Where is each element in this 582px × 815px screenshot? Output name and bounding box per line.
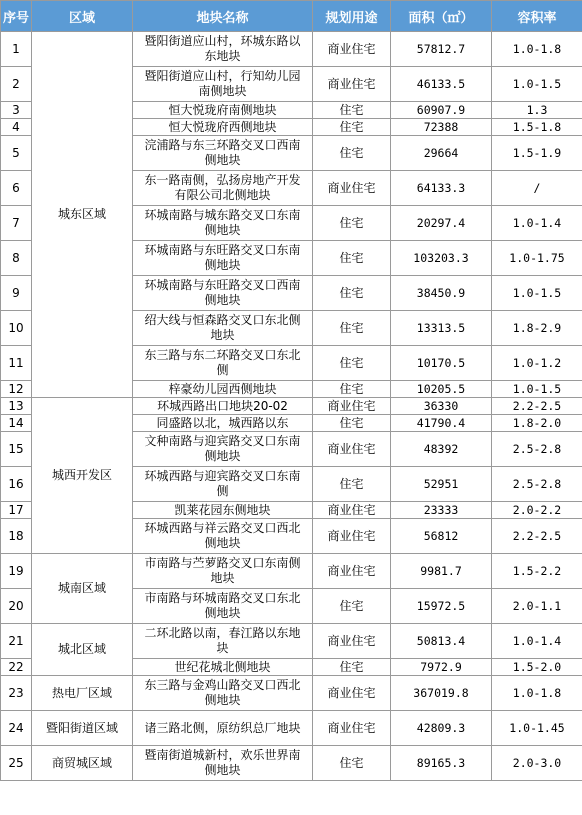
floor-area-ratio: / <box>492 171 582 206</box>
plot-name: 绍大线与恒森路交叉口东北侧地块 <box>133 311 313 346</box>
planned-use: 住宅 <box>313 659 391 676</box>
planned-use: 商业住宅 <box>313 67 391 102</box>
plot-size: 56812 <box>391 519 492 554</box>
plot-size: 20297.4 <box>391 206 492 241</box>
row-number: 15 <box>1 432 32 467</box>
table-row <box>1 676 582 711</box>
floor-area-ratio: 1.3 <box>492 102 582 119</box>
floor-area-ratio: 2.5-2.8 <box>492 432 582 467</box>
row-number: 9 <box>1 276 32 311</box>
floor-area-ratio: 1.0-1.8 <box>492 32 582 67</box>
plot-name: 环城南路与东旺路交叉口东南侧地块 <box>133 241 313 276</box>
row-number: 11 <box>1 346 32 381</box>
plot-size: 7972.9 <box>391 659 492 676</box>
header-row <box>1 1 582 32</box>
row-number: 21 <box>1 624 32 659</box>
row-number: 5 <box>1 136 32 171</box>
floor-area-ratio: 2.5-2.8 <box>492 467 582 502</box>
floor-area-ratio: 1.5-1.9 <box>492 136 582 171</box>
planned-use: 住宅 <box>313 206 391 241</box>
row-number: 7 <box>1 206 32 241</box>
plot-size: 29664 <box>391 136 492 171</box>
row-number: 22 <box>1 659 32 676</box>
plot-name: 市南路与苎萝路交叉口东南侧地块 <box>133 554 313 589</box>
planned-use: 住宅 <box>313 119 391 136</box>
table-row <box>1 746 582 781</box>
floor-area-ratio: 1.5-2.2 <box>492 554 582 589</box>
plot-name: 恒大悦珑府南侧地块 <box>133 102 313 119</box>
row-number: 23 <box>1 676 32 711</box>
row-number: 14 <box>1 415 32 432</box>
plot-size: 9981.7 <box>391 554 492 589</box>
table-row <box>1 554 582 589</box>
plot-name: 东三路与东二环路交叉口东北侧 <box>133 346 313 381</box>
planned-use: 住宅 <box>313 276 391 311</box>
planned-use: 住宅 <box>313 346 391 381</box>
plot-name: 诸三路北侧，原纺织总厂地块 <box>133 711 313 746</box>
floor-area-ratio: 1.0-1.75 <box>492 241 582 276</box>
row-number: 16 <box>1 467 32 502</box>
header-far: 容积率 <box>492 1 582 32</box>
plot-name: 环城西路与祥云路交叉口西北侧地块 <box>133 519 313 554</box>
planned-use: 商业住宅 <box>313 554 391 589</box>
floor-area-ratio: 1.0-1.8 <box>492 676 582 711</box>
row-number: 19 <box>1 554 32 589</box>
row-number: 12 <box>1 381 32 398</box>
table-row <box>1 398 582 415</box>
plot-name: 恒大悦珑府西侧地块 <box>133 119 313 136</box>
floor-area-ratio: 1.5-2.0 <box>492 659 582 676</box>
planned-use: 住宅 <box>313 136 391 171</box>
row-number: 6 <box>1 171 32 206</box>
plot-name: 浣浦路与东三环路交叉口西南侧地块 <box>133 136 313 171</box>
plot-size: 15972.5 <box>391 589 492 624</box>
row-number: 10 <box>1 311 32 346</box>
plot-name: 世纪花城北侧地块 <box>133 659 313 676</box>
plot-size: 52951 <box>391 467 492 502</box>
planned-use: 住宅 <box>313 415 391 432</box>
header-planned-use: 规划用途 <box>313 1 391 32</box>
floor-area-ratio: 1.0-1.4 <box>492 206 582 241</box>
plot-size: 38450.9 <box>391 276 492 311</box>
plot-name: 暨南街道城新村，欢乐世界南侧地块 <box>133 746 313 781</box>
planned-use: 住宅 <box>313 589 391 624</box>
row-number: 2 <box>1 67 32 102</box>
area-cell: 城北区域 <box>32 624 133 676</box>
plot-name: 市南路与环城南路交叉口东北侧地块 <box>133 589 313 624</box>
plot-size: 89165.3 <box>391 746 492 781</box>
plot-size: 36330 <box>391 398 492 415</box>
plot-name: 东三路与金鸡山路交叉口西北侧地块 <box>133 676 313 711</box>
planned-use: 商业住宅 <box>313 676 391 711</box>
planned-use: 商业住宅 <box>313 519 391 554</box>
area-cell: 暨阳街道区域 <box>32 711 133 746</box>
area-cell: 城西开发区 <box>32 398 133 554</box>
area-cell: 城东区域 <box>32 32 133 398</box>
table-row <box>1 624 582 659</box>
header-plot-name: 地块名称 <box>133 1 313 32</box>
row-number: 13 <box>1 398 32 415</box>
floor-area-ratio: 1.5-1.8 <box>492 119 582 136</box>
row-number: 4 <box>1 119 32 136</box>
plot-name: 环城西路出口地块20-02 <box>133 398 313 415</box>
plot-size: 64133.3 <box>391 171 492 206</box>
plot-size: 41790.4 <box>391 415 492 432</box>
floor-area-ratio: 1.0-1.5 <box>492 67 582 102</box>
plot-name: 文种南路与迎宾路交叉口东南侧地块 <box>133 432 313 467</box>
plot-size: 367019.8 <box>391 676 492 711</box>
plot-size: 72388 <box>391 119 492 136</box>
plot-size: 10205.5 <box>391 381 492 398</box>
header-area: 区域 <box>32 1 133 32</box>
planned-use: 住宅 <box>313 311 391 346</box>
plot-size: 60907.9 <box>391 102 492 119</box>
plot-name: 暨阳街道应山村，环城东路以东地块 <box>133 32 313 67</box>
row-number: 20 <box>1 589 32 624</box>
plot-size: 57812.7 <box>391 32 492 67</box>
planned-use: 住宅 <box>313 241 391 276</box>
plot-name: 环城南路与城东路交叉口东南侧地块 <box>133 206 313 241</box>
floor-area-ratio: 2.2-2.5 <box>492 398 582 415</box>
plot-size: 42809.3 <box>391 711 492 746</box>
floor-area-ratio: 2.0-1.1 <box>492 589 582 624</box>
table-row <box>1 711 582 746</box>
floor-area-ratio: 1.0-1.5 <box>492 276 582 311</box>
plot-name: 环城西路与迎宾路交叉口东南侧 <box>133 467 313 502</box>
planned-use: 住宅 <box>313 746 391 781</box>
floor-area-ratio: 1.8-2.9 <box>492 311 582 346</box>
plot-size: 13313.5 <box>391 311 492 346</box>
plot-size: 46133.5 <box>391 67 492 102</box>
plot-name: 二环北路以南，春江路以东地块 <box>133 624 313 659</box>
area-cell: 热电厂区域 <box>32 676 133 711</box>
header-size: 面积（㎡） <box>391 1 492 32</box>
plot-name: 梓豪幼儿园西侧地块 <box>133 381 313 398</box>
table-row <box>1 32 582 67</box>
floor-area-ratio: 1.0-1.45 <box>492 711 582 746</box>
planned-use: 商业住宅 <box>313 432 391 467</box>
area-cell: 城南区域 <box>32 554 133 624</box>
planned-use: 住宅 <box>313 381 391 398</box>
plot-size: 50813.4 <box>391 624 492 659</box>
header-no: 序号 <box>1 1 32 32</box>
row-number: 18 <box>1 519 32 554</box>
plot-name: 凯莱花园东侧地块 <box>133 502 313 519</box>
planned-use: 商业住宅 <box>313 624 391 659</box>
plot-size: 23333 <box>391 502 492 519</box>
planned-use: 商业住宅 <box>313 502 391 519</box>
row-number: 8 <box>1 241 32 276</box>
floor-area-ratio: 1.0-1.4 <box>492 624 582 659</box>
plot-name: 同盛路以北，城西路以东 <box>133 415 313 432</box>
planned-use: 住宅 <box>313 102 391 119</box>
plot-size: 103203.3 <box>391 241 492 276</box>
plot-name: 环城南路与东旺路交叉口西南侧地块 <box>133 276 313 311</box>
plot-size: 10170.5 <box>391 346 492 381</box>
row-number: 3 <box>1 102 32 119</box>
row-number: 1 <box>1 32 32 67</box>
plot-name: 东一路南侧，弘扬房地产开发有限公司北侧地块 <box>133 171 313 206</box>
planned-use: 商业住宅 <box>313 711 391 746</box>
plot-name: 暨阳街道应山村，行知幼儿园南侧地块 <box>133 67 313 102</box>
floor-area-ratio: 1.0-1.2 <box>492 346 582 381</box>
floor-area-ratio: 1.0-1.5 <box>492 381 582 398</box>
row-number: 17 <box>1 502 32 519</box>
floor-area-ratio: 1.8-2.0 <box>492 415 582 432</box>
floor-area-ratio: 2.0-2.2 <box>492 502 582 519</box>
planned-use: 住宅 <box>313 467 391 502</box>
area-cell: 商贸城区域 <box>32 746 133 781</box>
planned-use: 商业住宅 <box>313 32 391 67</box>
row-number: 25 <box>1 746 32 781</box>
row-number: 24 <box>1 711 32 746</box>
floor-area-ratio: 2.2-2.5 <box>492 519 582 554</box>
floor-area-ratio: 2.0-3.0 <box>492 746 582 781</box>
planned-use: 商业住宅 <box>313 398 391 415</box>
planned-use: 商业住宅 <box>313 171 391 206</box>
plot-size: 48392 <box>391 432 492 467</box>
